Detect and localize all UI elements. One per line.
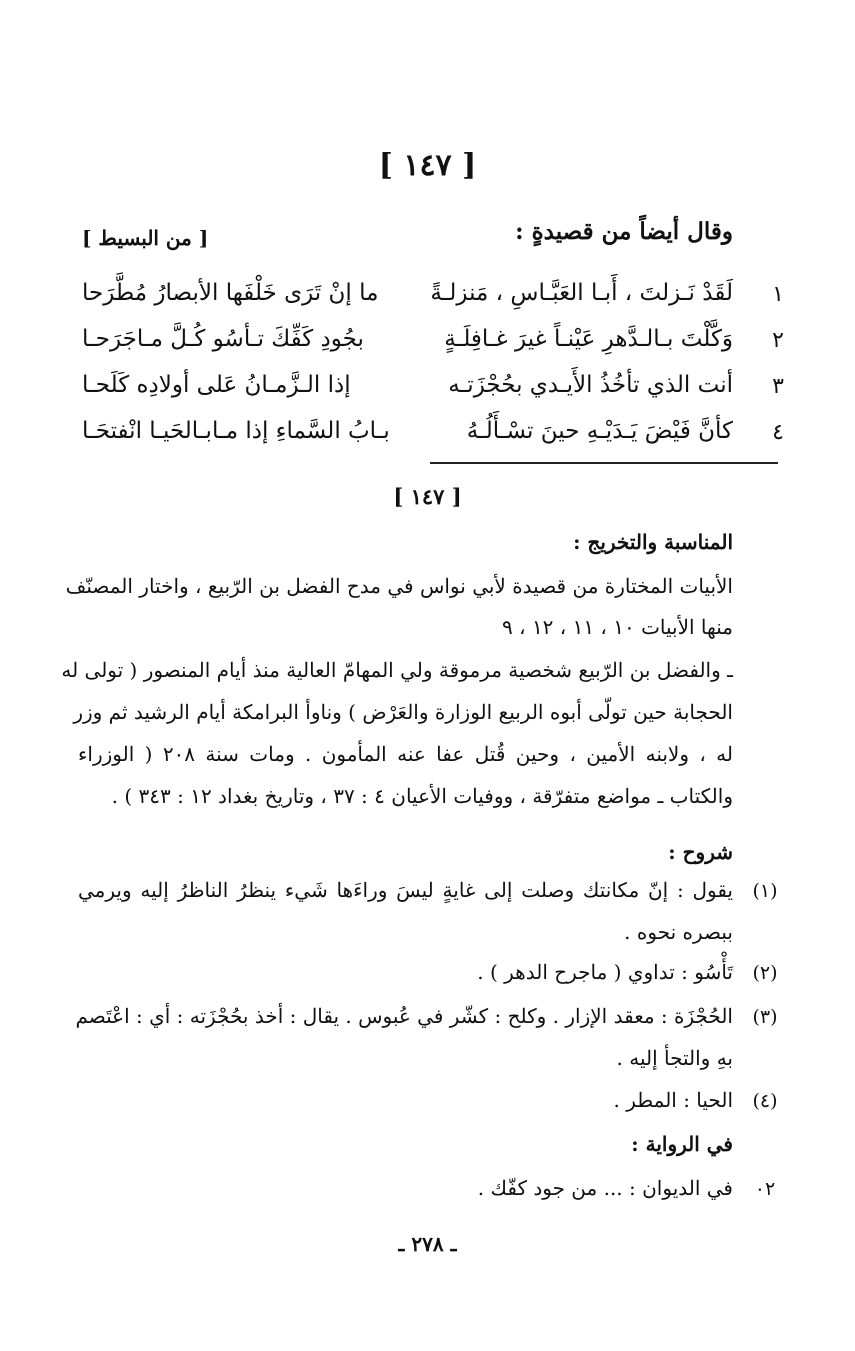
note-text: ببصره نحوه . (624, 920, 733, 944)
note-number: (١) (752, 880, 778, 902)
riwaya-text: في الديوان : ... من جود كفّك . (477, 1176, 733, 1200)
commentary-number: [ ١٤٧ ] (393, 484, 462, 509)
verse-first-hemistich: وَكَّلْتَ بـالـدَّهرِ عَيْنـاً غيرَ غـافِلَـةٍ (444, 326, 733, 352)
note-text: يقول : إنّ مكانتك وصلت إلى غايةٍ ليسَ وراءَها شَيء ينظرُ الناظرُ إليه ويرمي (78, 878, 733, 902)
bio-line: والكتاب ـ مواضع متفرّقة ، ووفيات الأعيان ٤ : ٣٧ ، وتاريخ بغداد ١٢ : ٣٤٣ ) . (111, 784, 733, 808)
notes-heading: شروح : (668, 840, 733, 864)
verse-first-hemistich: كأنَّ فَيْضَ يَـدَيْـهِ حينَ تسْـأَلُـهُ (466, 418, 733, 444)
occasion-line: منها الأبيات ١٠ ، ١١ ، ١٢ ، ٩ (502, 615, 733, 639)
note-text: بهِ والتجأ إليه . (616, 1046, 733, 1070)
verse-second-hemistich: ما إنْ تَرَى خَلْفَها الأبصارُ مُطَّرَحا (82, 280, 379, 306)
occasion-heading: المناسبة والتخريج : (573, 530, 733, 554)
note-text: الحيا : المطر . (613, 1088, 733, 1112)
verse-number: ٢ (772, 328, 784, 353)
divider-rule (430, 462, 778, 464)
poem-intro: وقال أيضاً من قصيدةٍ : (515, 218, 733, 245)
verse-first-hemistich: أنت الذي تأخُذُ الأَيـدي بحُجْزَتـه (448, 372, 733, 398)
bio-line: الحجابة حين تولّى أبوه الربيع الوزارة والعَرْض ) وناوأ البرامكة أيام الرشيد ثم وزر (73, 700, 733, 724)
verse-second-hemistich: بـابُ السَّماءِ إذا مـابـالحَيـا انْفتحَـا (82, 418, 390, 444)
verse-number: ٣ (772, 374, 784, 399)
poem-number: [ ١٤٧ ] (378, 148, 477, 183)
occasion-line: الأبيات المختارة من قصيدة لأبي نواس في مدح الفضل بن الرّبيع ، واختار المصنّف (65, 574, 733, 598)
note-text: الحُجْزَة : معقد الإزار . وكلح : كشّر في عُبوس . يقال : أخذ بحُجْزَته : أي : اعْتَصم (75, 1004, 733, 1028)
bio-line: له ، ولابنه الأمين ، وحين قُتل عفا عنه المأمون . ومات سنة ٢٠٨ ( الوزراء (78, 742, 733, 766)
note-number: (٢) (752, 962, 778, 984)
verse-second-hemistich: إذا الـزَّمـانُ عَلى أولادِه كَلَحـا (82, 372, 351, 398)
note-number: (٤) (752, 1090, 778, 1112)
bio-line: ـ والفضل بن الرّبيع شخصية مرموقة ولي المهامّ العالية منذ أيام المنصور ( تولى له (61, 658, 733, 682)
note-number: (٣) (752, 1006, 778, 1028)
verse-first-hemistich: لَقَدْ نَـزلتَ ، أَبـا العَبَّـاسِ ، مَنزلـةً (430, 280, 733, 306)
poem-meter: [ من البسيط ] (82, 226, 209, 250)
verse-number: ٤ (772, 420, 784, 445)
note-text: تَأْسُو : تداوي ( ماجرح الدهر ) . (477, 960, 733, 984)
verse-second-hemistich: بجُودِ كَفِّكَ تـأسُو كُـلَّ مـاجَرَحـا (82, 326, 364, 352)
riwaya-heading: في الرواية : (631, 1132, 733, 1156)
riwaya-verse-number: ٠٢ (754, 1178, 776, 1200)
page-number: ـ ٢٧٨ ـ (398, 1232, 457, 1256)
verse-number: ١ (772, 282, 784, 307)
